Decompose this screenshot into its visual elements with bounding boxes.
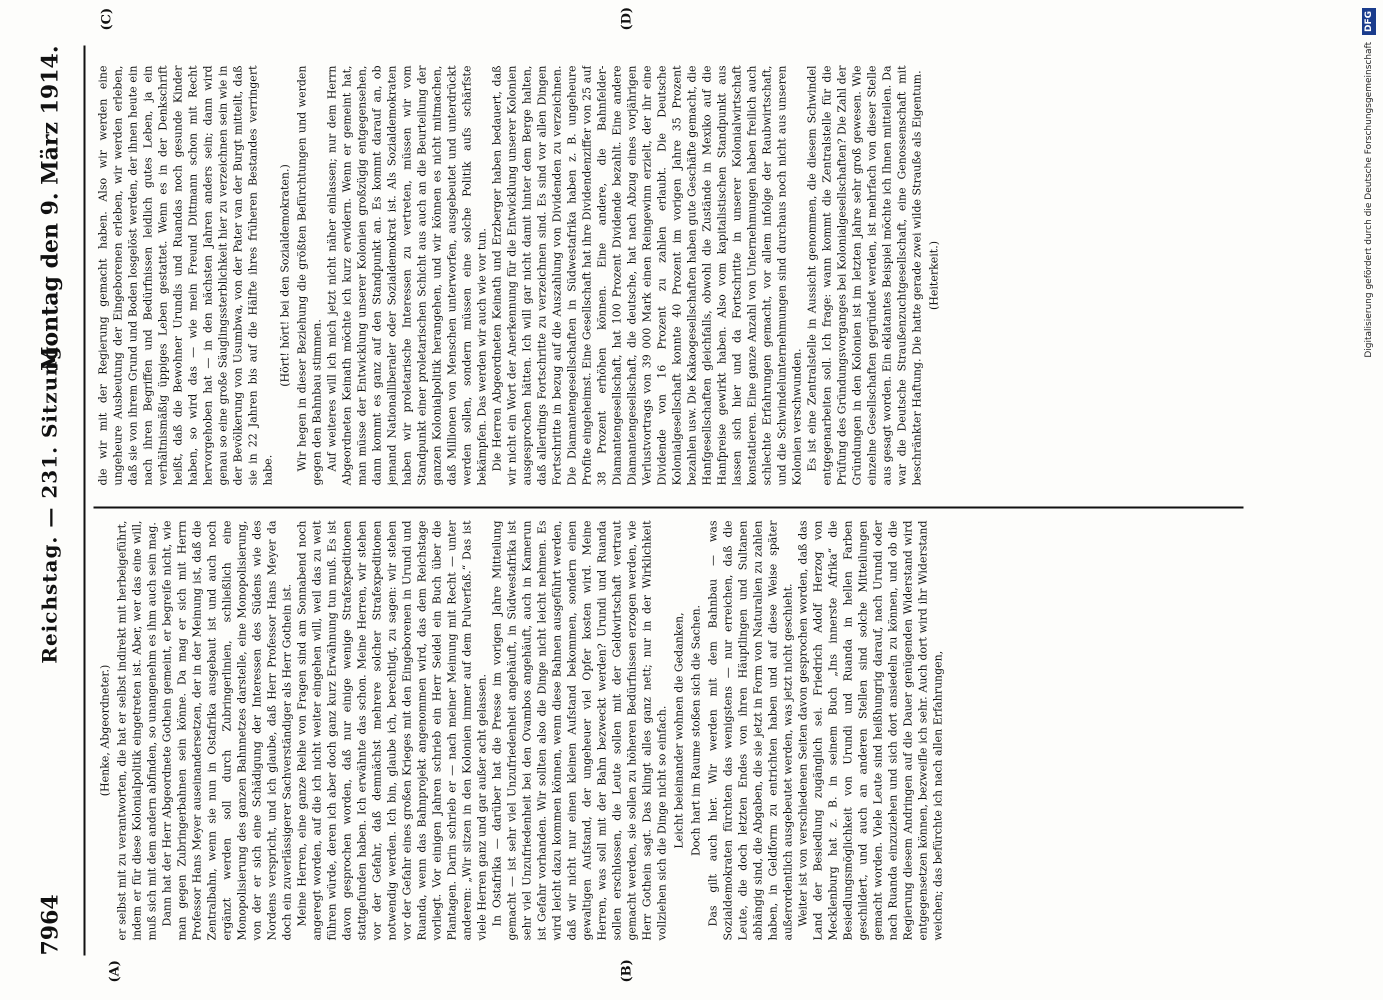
interjection: (Heiterkeit.) — [927, 241, 941, 311]
rotated-page-content — [0, 1, 1383, 1001]
verse-line: Doch hart im Raume stoßen sich die Sachen. — [689, 604, 703, 857]
credit-text: Digitalisierung gefördert durch die Deutsche Forschungsgemeinschaft — [1364, 41, 1374, 358]
digitization-credit — [1358, 8, 1380, 992]
column-divider — [94, 507, 1244, 509]
paragraph: Wir hegen in dieser Beziehung die größten Befürchtungen und werden gegen den Bahnbau stimmen. — [295, 65, 324, 486]
paragraph: er selbst mit zu verantworten, die hat er selbst indirekt mit herbeigeführt, indem er für diese Kolonialpolitik eingetreten ist. Aber, wer das eine will, muß sich mit dem andern abfinden, so unangenehm es ihm auch sein mag. — [115, 520, 159, 941]
page-header — [26, 46, 76, 956]
paragraph: Weiter ist von verschiedenen Seiten davon gesprochen worden, daß das Land der Besiedlung zugänglich sei. Friedrich Adolf Herzog von Mecklenburg hat z. B. in seinem Buch „Ins innerste Afrika“ die Besiedlungsmöglichkeit von Urundi und Ruanda in hellen Farben geschildert, und auch an anderen Stellen sind solche Mitteilungen gemacht worden. Viele Leute sind heißhungrig darauf, nach Urundi oder nach Ruanda einzuziehen und sich dort ansiedeln zu können, und ob die Regierung diesem Andringen auf die Dauer genügenden Widerstand wird entgegensetzen können, bezweifle ich sehr. Auch dort wird ihr Widerstand weichen; das befürchte ich nach allen Erfahrungen, — [796, 520, 945, 941]
verse-line: Leicht beieinander wohnen die Gedanken, — [672, 612, 686, 849]
interjection: (Hört! hört! bei den Sozialdemokraten.) — [278, 164, 292, 387]
paragraph: Meine Herren, eine ganze Reihe von Fragen sind am Sonnabend noch angeregt worden, auf die ich nicht weiter eingehen will, weil das zu weit führen würde, deren ich aber doch ganz kurz Erwähnung tun muß. Es ist davon gesprochen worden, daß nur einige wenige Strafexpeditionen stattgefunden haben. Ich erwähnte das schon. Meine Herren, wir stehen vor der Gefahr, daß demnächst mehrere solcher Strafexpeditionen notwendig werden. Ich bin, glaube ich, berechtigt, zu sagen: wir stehen vor der Gefahr eines großen Krieges mit den Eingeborenen in Urundi und Ruanda, wenn das Bahnprojekt angenommen wird, das dem Reichstage vorliegt. Vor einigen Jahren schrieb ein Herr Seidel ein Buch über die Plantagen. Darin schrieb er — nach meiner Meinung mit Recht — unter anderem: „Wir sitzen in den Kolonien immer auf dem Pulverfaß.“ Das ist viele Herren ganz und gar außer acht gelassen. — [295, 520, 489, 941]
session-title: Reichstag. — 231. Sitzung. — [37, 337, 62, 664]
page-number: 7964 — [37, 894, 64, 956]
left-column — [96, 521, 1236, 941]
paragraph: Die Herren Abgeordneten Keinath und Erzberger haben bedauert, daß wir nicht ein Wort der Anerkennung für die Entwicklung unserer Kolonien ausgesprochen hätten. Ich will gar nicht damit hinter dem Berge halten, daß allerdings Fortschritte zu verzeichnen sind. Es sind vor allen Dingen Fortschritte in bezug auf die Auszahlung von Dividenden zu verzeichnen. Die Diamantengesellschaften in Südwestafrika haben z. B. ungeheure Profite eingeheimst. Eine Gesellschaft hat ihre Dividendenziffer von 25 auf 38 Prozent erhöhen können. Eine andere, die Bahnfelder-Diamantengesellschaft, hat 100 Prozent Dividende bezahlt. Eine andere Diamantengesellschaft, die deutsche, hat nach Abzug eines vorjährigen Verlustvortrags von 39 000 Mark einen Reingewinn erzielt, der ihr eine Dividende von 16 Prozent zu zahlen erlaubt. Die Deutsche Kolonialgesellschaft konnte 40 Prozent im vorigen Jahre 35 Prozent bezahlen usw. Die Kakaogesellschaften haben gute Geschäfte gemacht, die Hanfgesellschaften gleichfalls, obwohl die Zustände in Mexiko auf die Hanfpreise gewirkt haben. Also vom kapitalistischen Standpunkt aus lassen sich hier und da Fortschritte in unserer Kolonialwirtschaft konstatieren. Eine ganze Anzahl von Unternehmungen haben freilich auch schlechte Erfahrungen gemacht, vor allem infolge der Raubwirtschaft, und die Schwindelunternehmungen sind durchaus noch nicht aus unseren Kolonien verschwunden. — [490, 65, 804, 486]
paragraph: die wir mit der Regierung gemacht haben. Also wir werden eine ungeheure Ausbeutung der Eingeborenen erleben, wir werden erleben, daß sie von ihrem Grund und Boden losgelöst werden, der ihnen heute ein nach ihren Begriffen und Bedürfnissen leidlich gutes Leben, ja ein verhältnismäßig üppiges Leben gestattet. Wenn es in der Denkschrift heißt, daß die Bewohner Urundis und Ruandas noch gesunde Kinder haben, so wird das — wie mein Freund Dittmann schon mit Recht hervorgehoben hat — in den nächsten Jahren anders sein; dann wird genau so eine große Säuglingssterblichkeit hier zu verzeichnen sein wie in der Bevölkerung von Usumbwa, von der Pater van der Burgt mitteilt, daß sie in 22 Jahren bis auf die Hälfte ihres früheren Bestandes verringert habe. — [96, 65, 275, 486]
paragraph: Dann hat der Herr Abgeordnete Gothein gemeint, er begreife nicht, wie man gegen Zubringerbahnen sein könne. Da mag er sich mit Herrn Professor Hans Meyer auseinandersetzen, der in der Meinung ist, daß die Zentralbahn, wenn sie nun in Ostafrika ausgebaut ist und auch noch ergänzt werden soll durch Zubringerlinien, schließlich eine Monopolisierung des ganzen Bahnnetzes darstelle, eine Monopolisierung, von der er sich eine Schädigung der Interessen des Südens wie des Nordens verspricht, und ich glaube, daß Herr Professor Hans Meyer da doch ein zuverlässigerer Sachverständiger als Herr Gothein ist. — [160, 520, 294, 941]
paragraph: Das gilt auch hier. Wir werden mit dem Bahnbau — was Sozialdemokraten fürchten das wenigstens — nur erreichen, daß die Leute, die doch letzten Endes von ihren Häuptlingen und Sultanen abhängig sind, die Abgaben, die sie jetzt in Form von Naturalien zu zahlen haben, in Geldform zu entrichten haben und auf diese Weise später außerordentlich ausgebeutet werden, was jetzt nicht geschieht. — [706, 520, 795, 941]
right-column — [96, 66, 1236, 486]
paragraph: Es ist eine Zentralstelle in Aussicht genommen, die diesem Schwindel entgegenarbeiten soll. Ich frage: wann kommt die Zentralstelle für die Prüfung des Gründungsvorganges bei Kolonialgesellschaften? Die Zahl der Gründungen in den Kolonien ist im letzten Jahre sehr groß gewesen. Wie einzelne Gesellschaften gegründet werden, ist mehrfach von dieser Stelle aus gesagt worden. Ein eklatantes Beispiel möchte ich Ihnen mitteilen. Da war die Deutsche Straußenzuchtgesellschaft, eine Genossenschaft mit beschränkter Haftung. Die hatte gerade zwei wilde Strauße als Eigentum. — [805, 65, 924, 486]
margin-marker-d: (D) — [619, 6, 635, 31]
session-date: Montag den 9. März 1914. — [37, 45, 64, 371]
margin-marker-b: (B) — [619, 959, 635, 983]
margin-marker-c: (C) — [99, 7, 115, 31]
paragraph: In Ostafrika — darüber hat die Presse im vorigen Jahre Mitteilung gemacht — ist sehr viel Unzufriedenheit angehäuft, in Südwestafrika ist sehr viel Unzufriedenheit bei den Ovambos angehäuft, auch in Kamerun ist Gefahr vorhanden. Wir sollten also die Dinge nicht leicht nehmen. Es wird leicht dazu kommen können, wenn diese Bahnen ausgeführt werden, daß wir nicht nur einen kleinen Aufstand bekommen, sondern einen gewaltigen Aufstand, der ungeheuer viel Opfer kosten wird. Meine Herren, was soll mit der Bahn bezweckt werden? Urundi und Ruanda sollen erschlossen, die Leute sollen mit der Geldwirtschaft vertraut gemacht werden, sie sollen zu höheren Bedürfnissen erzogen werden, wie Herr Gothein sagt. Das klingt alles ganz nett; nur in der Wirklichkeit vollziehen sich die Dinge nicht so einfach. — [490, 520, 669, 941]
speaker-note: (Henke, Abgeordneter.) — [98, 664, 112, 797]
margin-marker-a: (A) — [107, 960, 123, 983]
dfg-logo: DFG — [1362, 8, 1376, 35]
paragraph: Auf weiteres will ich mich jetzt nicht näher einlassen; nur dem Herrn Abgeordneten Keinath möchte ich kurz erwidern. Wenn er gemeint hat, man müsse der Entwicklung unserer Kolonien großzügig entgegensehen, dann kommt es ganz auf den Standpunkt an. Es kommt darauf an, ob jemand Nationalliberaler oder Sozialdemokrat ist. Als Sozialdemokraten haben wir proletarische Interessen zu vertreten, müssen wir vom Standpunkt einer proletarischen Schicht aus auch an die Beurteilung der ganzen Kolonialpolitik herangehen, und wir können es nicht mitmachen, daß Millionen von Menschen unterworfen, ausgebeutet und unterdrückt werden sollen, sondern müssen eine solche Politik aufs schärfste bekämpfen. Das werden wir auch wie vor tun. — [325, 65, 489, 486]
header-rule — [84, 46, 86, 956]
